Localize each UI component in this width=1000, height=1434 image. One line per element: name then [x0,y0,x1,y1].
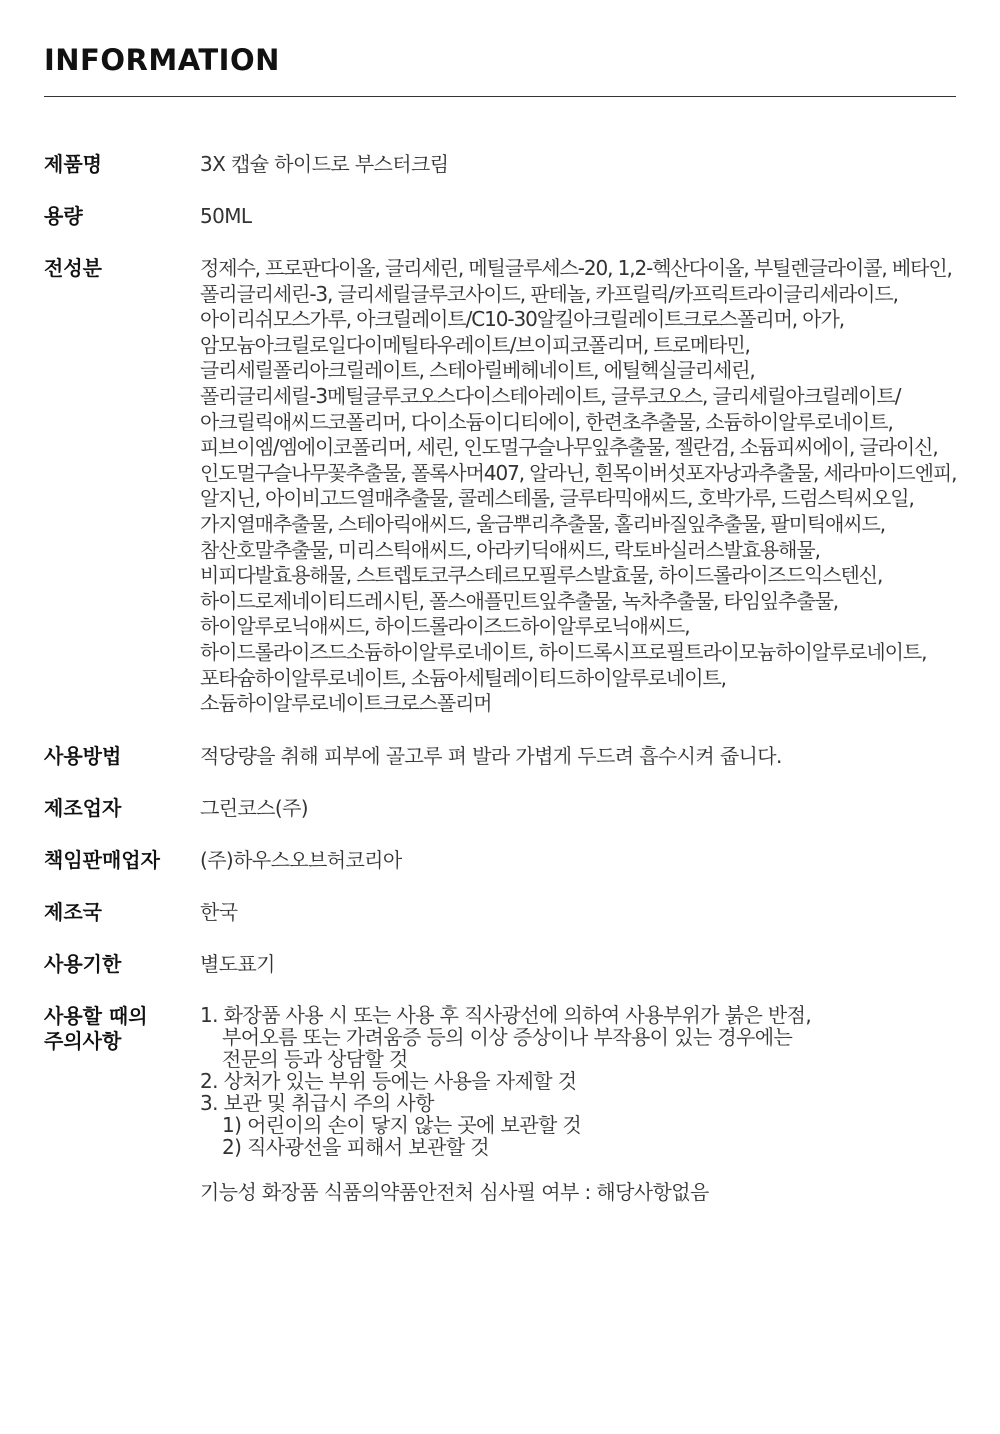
caution-list [200,1004,964,1158]
value-product-name: 3X 캡슐 하이드로 부스터크림 [200,152,449,176]
value-expiry: 별도표기 [200,951,275,976]
row-country [44,900,964,925]
label-expiry: 사용기한 [44,951,122,976]
caution-item: 3. 보관 및 취급시 주의 사항 [200,1090,434,1115]
caution-item: 1. 화장품 사용 시 또는 사용 후 직사광선에 의하여 사용부위가 붉은 반점, [200,1002,812,1027]
value-country: 한국 [200,899,238,924]
value-volume: 50ML [200,204,252,228]
value-ingredients: 정제수, 프로판다이올, 글리세린, 메틸글루세스-20, 1,2-헥산다이올, 부틸렌글라이콜, 베타인, 폴리글리세린-3, 글리세릴글루코사이드, 판테놀, 카프릴릭/카프릭트라이글리세라이드, 아이리쉬모스가루, 아크릴레이트/C10-30알킬아크릴레이트크로스폴리머, 아가, 암모늄아크릴로일다이메틸타우레이트/브이피코폴리머, 트로메타민, 글리세릴폴리아크릴레이트, 스테아릴베헤네이트, 에틸헥실글리세린, 폴리글리세릴-3메틸글루코오스다이스테아레이트, 글루코오스, 글리세릴아크릴레이트/아크릴릭애씨드코폴리머, 다이소듐이디티에이, 한련초추출물, 소듐하이알루로네이트, 피브이엠/엠에이코폴리머, 세린, 인도멀구슬나무잎추출물, 젤란검, 소듐피씨에이, 글라이신, 인도멀구슬나무꽃추출물, 폴록사머407, 알라닌, 흰목이버섯포자낭과추출물, 세라마이드엔피, 알지닌, 아이비고드열매추출물, 콜레스테롤, 글루타믹애씨드, 호박가루, 드럼스틱씨오일, 가지열매추출물, 스테아릭애씨드, 울금뿌리추출물, 홀리바질잎추출물, 팔미틱애씨드, 참산호말추출물, 미리스틱애씨드, 아라키딕애씨드, 락토바실러스발효용해물, 비피다발효용해물, 스트렙토코쿠스테르모필루스발효물, 하이드롤라이즈드익스텐신, 하이드로제네이티드레시틴, 폴스애플민트잎추출물, 녹차추출물, 타임잎추출물, 하이알루로닉애씨드, 하이드롤라이즈드하이알루로닉애씨드, 하이드롤라이즈드소듐하이알루로네이트, 하이드록시프로필트라이모늄하이알루로네이트, 포타슘하이알루로네이트, 소듐아세틸레이티드하이알루로네이트, 소듐하이알루로네이트크로스폴리머 [200,256,957,716]
row-product-name [44,152,964,177]
row-volume [44,204,964,229]
header-divider [44,96,956,97]
value-caution [200,1004,964,1205]
row-expiry [44,952,964,977]
info-table [44,152,964,1232]
label-country: 제조국 [44,899,102,924]
row-caution [44,1004,964,1205]
caution-item: 부어오름 또는 가려움증 등의 이상 증상이나 부작용이 있는 경우에는 [222,1024,793,1049]
label-caution-line2: 주의사항 [44,1028,122,1053]
caution-item: 2. 상처가 있는 부위 등에는 사용을 자제할 것 [200,1068,577,1093]
label-volume: 용량 [44,204,83,228]
label-seller: 책임판매업자 [44,847,160,872]
label-usage: 사용방법 [44,743,122,768]
page-header [44,42,956,78]
label-caution [44,1004,200,1054]
value-usage: 적당량을 취해 피부에 골고루 펴 발라 가볍게 두드려 흡수시켜 줍니다. [200,743,782,768]
row-ingredients [44,256,964,717]
caution-item: 전문의 등과 상담할 것 [222,1046,408,1071]
row-seller [44,848,964,873]
page-title: INFORMATION [44,43,280,77]
value-manufacturer: 그린코스(주) [200,795,309,820]
row-manufacturer [44,796,964,821]
value-seller: (주)하우스오브허코리아 [200,847,402,872]
label-product-name: 제품명 [44,152,102,176]
label-ingredients: 전성분 [44,256,102,280]
caution-item: 2) 직사광선을 피해서 보관할 것 [222,1134,489,1159]
label-caution-line1: 사용할 때의 [44,1003,148,1028]
caution-item: 1) 어린이의 손이 닿지 않는 곳에 보관할 것 [222,1112,582,1137]
row-usage [44,744,964,769]
label-manufacturer: 제조업자 [44,795,122,820]
functional-cosmetic-note: 기능성 화장품 식품의약품안전처 심사필 여부 : 해당사항없음 [200,1179,709,1204]
